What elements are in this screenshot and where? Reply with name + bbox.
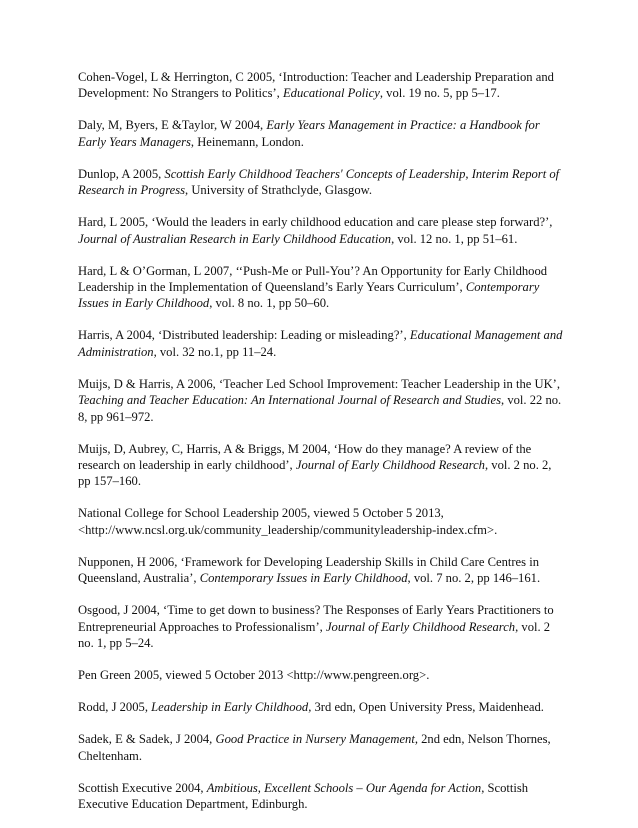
reference-entry <box>78 441 564 490</box>
reference-entry <box>78 699 564 715</box>
reference-text: , vol. 2 no. 1, pp 5–24. <box>78 619 551 651</box>
reference-entry <box>78 602 564 651</box>
reference-entry <box>78 376 564 425</box>
reference-source-title: Ambitious, Excellent Schools – Our Agenda for Action <box>206 780 482 795</box>
reference-source-title: Leadership in Early Childhood, <box>151 700 312 715</box>
reference-text: , vol. 12 no. 1, pp 51–61. <box>391 231 518 246</box>
reference-source-title: Contemporary Issues in Early Childhood <box>78 280 540 311</box>
reference-source-title: Educational Policy <box>282 86 380 101</box>
reference-entry <box>78 69 564 102</box>
reference-text: , Scottish Executive Education Department, Edinburgh. <box>78 780 529 811</box>
reference-text: Osgood, J 2004, ‘Time to get down to business? The Responses of Early Years Practitioners to Entrepreneurial Approaches to Professionalism’, <box>78 603 554 634</box>
reference-entry <box>78 505 564 538</box>
reference-text: Nupponen, H 2006, ‘Framework for Developing Leadership Skills in Child Care Centres in Queensland, Australia’, <box>78 554 539 586</box>
reference-source-title: Early Years Management in Practice: a Handbook for Early Years Managers <box>78 118 540 149</box>
reference-source-title: Teaching and Teacher Education: An International Journal of Research and Studies <box>78 393 502 408</box>
reference-entry <box>78 166 564 199</box>
reference-text: Pen Green 2005, viewed 5 October 2013 <http://www.pengreen.org>. <box>78 668 430 683</box>
reference-entry <box>78 214 564 247</box>
reference-text: Muijs, D, Aubrey, C, Harris, A & Briggs, M 2004, ‘How do they manage? A review of the research on leadership in early childhood’, <box>78 441 532 473</box>
reference-entry <box>78 117 564 150</box>
reference-text: Cohen-Vogel, L & Herrington, C 2005, ‘Introduction: Teacher and Leadership Preparation and Development: No Strangers to Politics’, <box>78 70 554 101</box>
reference-source-title: Journal of Early Childhood Research <box>325 619 516 634</box>
reference-text: Harris, A 2004, ‘Distributed leadership: Leading or misleading?’, <box>78 328 410 343</box>
reference-text: Scottish Executive 2004, <box>78 780 207 795</box>
reference-text: National College for School Leadership 2005, viewed 5 October 5 2013, <http://www.ncsl.org.uk/community_leadership/communityleadership-index.cfm>. <box>78 506 498 537</box>
reference-source-title: Journal of Australian Research in Early Childhood Education <box>78 231 392 246</box>
reference-text: , Heinemann, London. <box>190 134 304 149</box>
reference-text: , vol. 7 no. 2, pp 146–161. <box>407 571 541 586</box>
reference-text: , vol. 2 no. 2, pp 157–160. <box>78 458 552 489</box>
reference-text: Dunlop, A 2005, <box>78 166 165 181</box>
reference-entry <box>78 554 564 587</box>
reference-text: Muijs, D & Harris, A 2006, ‘Teacher Led School Improvement: Teacher Leadership in the UK’, <box>78 376 561 391</box>
reference-text: , vol. 19 no. 5, pp 5–17. <box>379 86 500 101</box>
reference-source-title: Educational Management and Administration, <box>78 328 563 359</box>
reference-text: Rodd, J 2005, <box>78 700 152 715</box>
reference-text: Daly, M, Byers, E &Taylor, W 2004, <box>78 118 267 133</box>
reference-text: , vol. 22 no. 8, pp 961–972. <box>78 393 562 424</box>
reference-entry <box>78 667 564 683</box>
reference-source-title: Journal of Early Childhood Research <box>295 458 485 473</box>
reference-text: vol. 32 no.1, pp 11–24. <box>156 344 277 359</box>
reference-text: 3rd edn, Open University Press, Maidenhead. <box>311 700 544 715</box>
reference-text: Hard, L 2005, ‘Would the leaders in early childhood education and care please step forward?’, <box>78 215 553 230</box>
reference-text: , vol. 8 no. 1, pp 50–60. <box>209 296 330 311</box>
reference-entry <box>78 327 564 360</box>
reference-list <box>78 69 564 828</box>
reference-entry <box>78 263 564 312</box>
reference-entry <box>78 731 564 764</box>
reference-text: Sadek, E & Sadek, J 2004, <box>78 732 216 747</box>
reference-text: 2nd edn, Nelson Thornes, Cheltenham. <box>78 732 551 763</box>
reference-text: Hard, L & O’Gorman, L 2007, ‘‘Push-Me or Pull-You’? An Opportunity for Early Childhood Leadership in the Implementation of Queensland’s Early Years Curriculum’, <box>78 263 548 295</box>
reference-entry <box>78 780 564 813</box>
reference-text: , University of Strathclyde, Glasgow. <box>185 183 373 198</box>
reference-source-title: Good Practice in Nursery Management, <box>215 732 418 747</box>
reference-source-title: Scottish Early Childhood Teachers' Concepts of Leadership, Interim Report of Research in Progress <box>78 166 560 198</box>
reference-source-title: Contemporary Issues in Early Childhood <box>199 571 408 586</box>
